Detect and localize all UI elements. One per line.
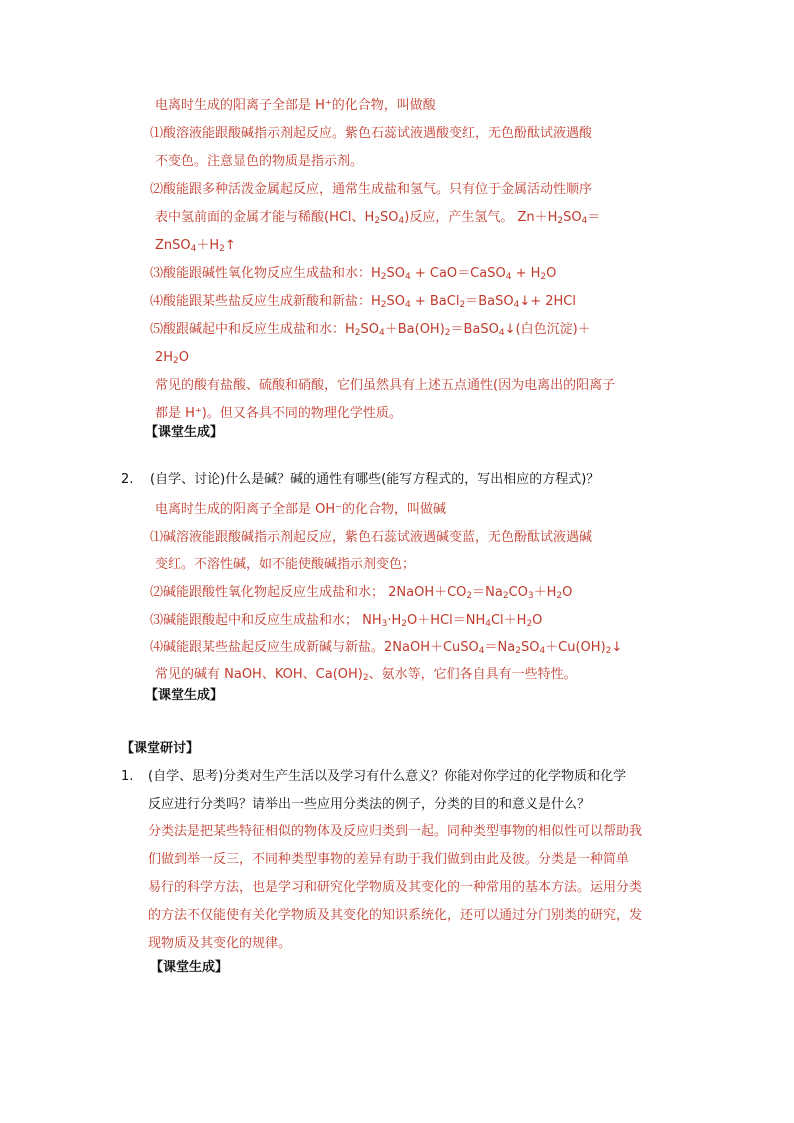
base-property-1b: 变红。不溶性碱，如不能使酸碱指示剂变色；	[155, 557, 416, 572]
base-property-3: ⑶碱能跟酸起中和反应生成盐和水； $NH_3\cdot H_2O+HCl=NH_4Cl+H_2O$	[150, 613, 543, 629]
study-answer-5: 现物质及其变化的规律。	[148, 936, 292, 951]
study-class-generation: 【课堂生成】	[150, 960, 229, 975]
base-definition: 电离时生成的阳离子全部是 OH⁻的化合物，叫做碱	[155, 502, 447, 517]
acid-property-4: ⑷酸能跟某些盐反应生成新酸和新盐：$H_2SO_4$ + BaCl$_2$＝BaSO$_4$↓+ 2HCl	[150, 294, 576, 310]
base-property-4: ⑷碱能跟某些盐起反应生成新碱与新盐。$2NaOH+CuSO_4=Na_2SO_4+Cu(OH)_2↓$	[150, 640, 623, 656]
acid-property-1b: 不变色。注意显色的物质是指示剂。	[155, 154, 364, 169]
acid-definition: 电离时生成的阳离子全部是 H⁺的化合物，叫做酸	[155, 98, 436, 113]
question-2-text: (自学、讨论)什么是碱？碱的通性有哪些(能写方程式的，写出相应的方程式)？	[150, 472, 600, 487]
acid-property-3: ⑶酸能跟碱性氧化物反应生成盐和水：$H_2SO_4$ + CaO＝CaSO$_4$ + $H_2O$	[150, 266, 557, 282]
acid-common-b: 都是 H⁺)。但又各具不同的物理化学性质。	[155, 406, 402, 421]
study-answer-2: 们做到举一反三，不同种类型事物的差异有助于我们做到由此及彼。分类是一种简单	[148, 852, 630, 867]
study-question-a: (自学、思考)分类对生产生活以及学习有什么意义？你能对你学过的化学物质和化学	[148, 769, 627, 784]
acid-property-5c: $2H_2O$	[155, 350, 190, 366]
study-answer-3: 易行的科学方法，也是学习和研究化学物质及其变化的一种常用的基本方法。运用分类	[148, 880, 643, 895]
acid-common-a: 常见的酸有盐酸、硫酸和硝酸，它们虽然具有上述五点通性(因为电离出的阳离子	[155, 378, 616, 393]
acid-property-2c: $ZnSO_4+H_2↑$	[155, 238, 236, 254]
study-section-heading: 【课堂研讨】	[121, 741, 200, 756]
acid-property-5: ⑸酸跟碱起中和反应生成盐和水：$H_2SO_4+Ba(OH)_2=BaSO_4↓$(白色沉淀)＋	[150, 322, 591, 338]
acid-class-generation: 【课堂生成】	[145, 425, 224, 440]
acid-property-2a: ⑵酸能跟多种活泼金属起反应，通常生成盐和氢气。只有位于金属活动性顺序	[150, 182, 593, 197]
base-property-2: ⑵碱能跟酸性氧化物起反应生成盐和水； $2NaOH+CO_2=Na_2CO_3+H_2O$	[150, 585, 573, 601]
study-answer-1: 分类法是把某些特征相似的物体及反应归类到一起。同种类型事物的相似性可以帮助我	[148, 824, 643, 839]
base-common: 常见的碱有 NaOH、KOH、$Ca(OH)_2$、氨水等，它们各自具有一些特性。	[155, 667, 577, 683]
study-question-b: 反应进行分类吗？请举出一些应用分类法的例子，分类的目的和意义是什么？	[148, 797, 591, 812]
acid-property-1a: ⑴酸溶液能跟酸碱指示剂起反应。紫色石蕊试液遇酸变红，无色酚酞试液遇酸	[150, 126, 593, 141]
study-question-number: 1.	[121, 769, 134, 784]
question-2-number: 2.	[121, 472, 134, 487]
acid-property-2b: 表中氢前面的金属才能与稀酸(HCl、$H_2SO_4$)反应，产生氢气。 $Zn+H_2SO_4=$	[155, 210, 601, 226]
base-property-1a: ⑴碱溶液能跟酸碱指示剂起反应，紫色石蕊试液遇碱变蓝，无色酚酞试液遇碱	[150, 530, 593, 545]
study-answer-4: 的方法不仅能使有关化学物质及其变化的知识系统化，还可以通过分门别类的研究，发	[148, 908, 643, 923]
base-class-generation: 【课堂生成】	[145, 688, 224, 703]
